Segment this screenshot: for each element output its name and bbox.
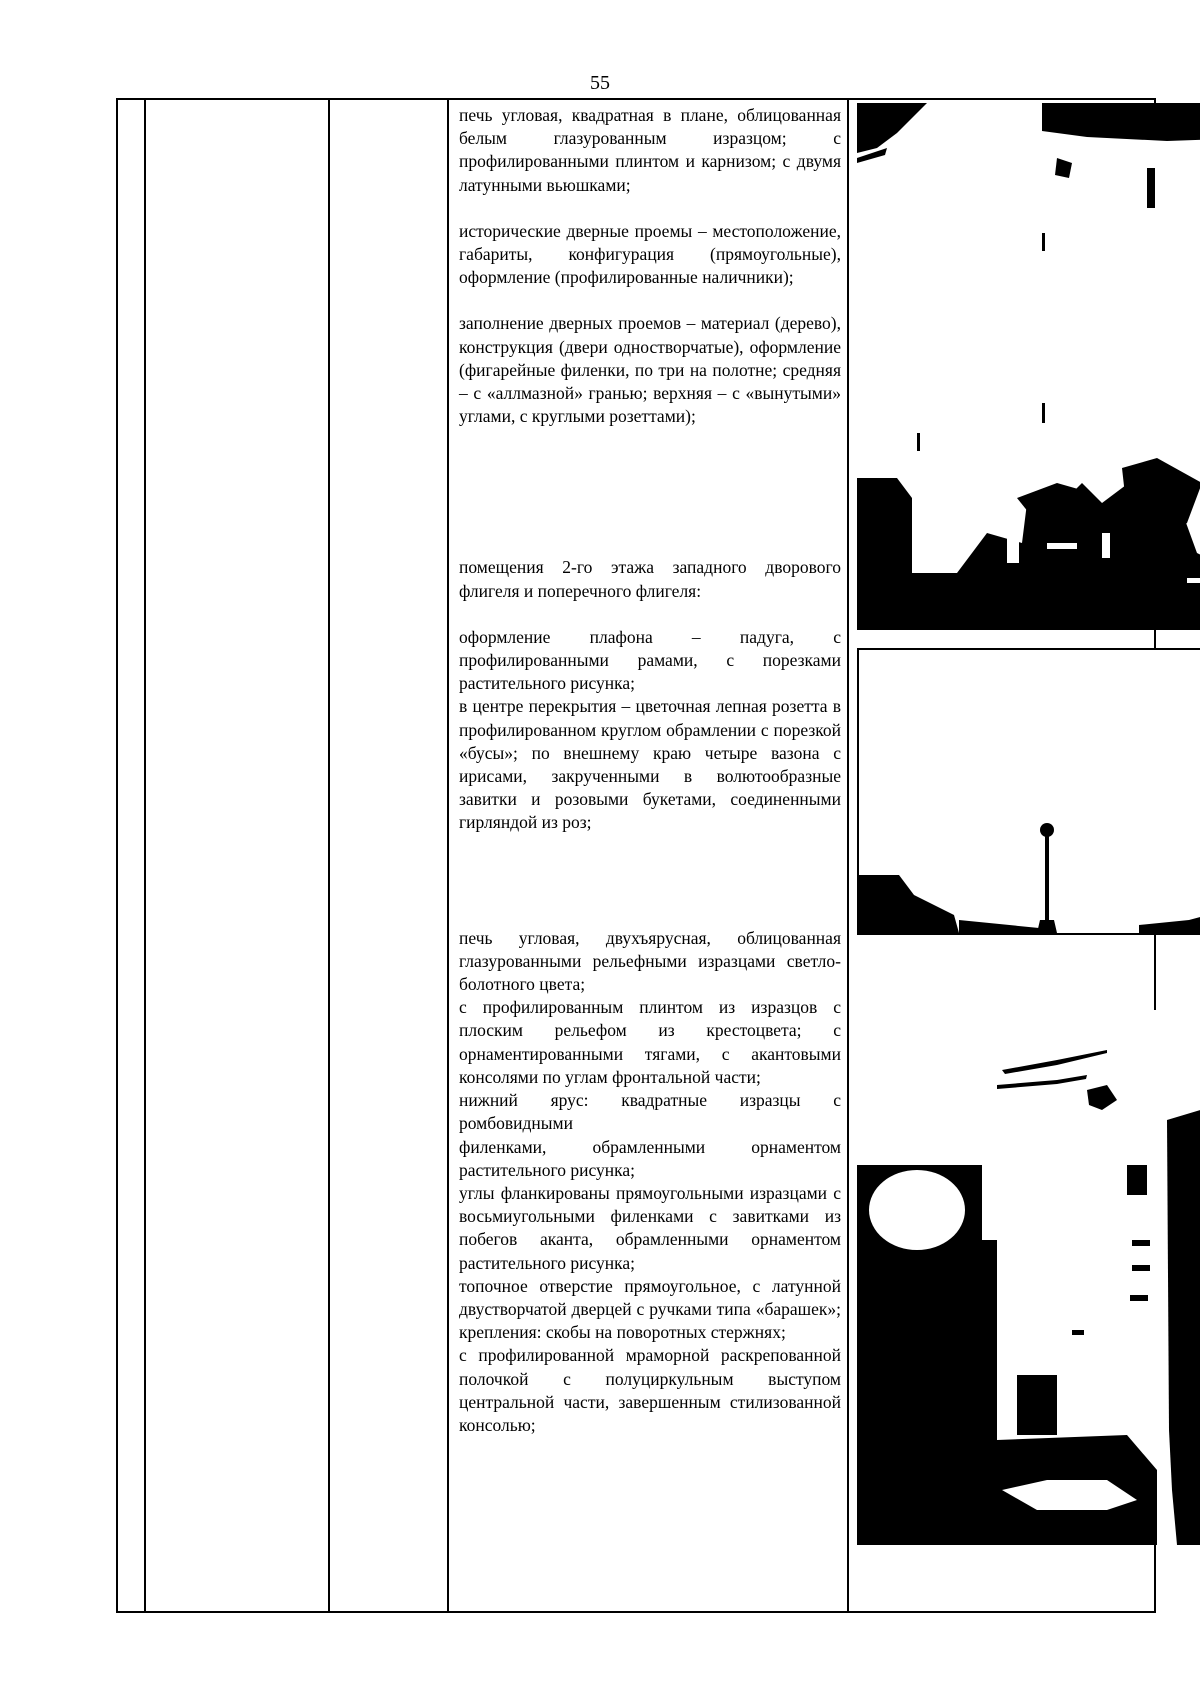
paragraph-stove-white: печь угловая, квадратная в плане, облицованная белым глазурованным изразцом; с профилированными плинтом и карнизом; с двумя латунными вьюшками; <box>459 105 841 195</box>
column-divider-1 <box>144 100 146 1611</box>
paragraph-plinth: с профилированным плинтом из изразцов с плоским рельефом из крестоцвета; с орнаментированными тягами, с акантовыми консолями по углам фронтальной части; <box>459 997 841 1087</box>
paragraph-second-floor-heading: помещения 2-го этажа западного дворового флигеля и поперечного флигеля: <box>459 557 841 601</box>
paragraph-firebox: топочное отверстие прямоугольное, с латунной двустворчатой дверцей с ручками типа «барашек»; крепления: скобы на поворотных стержнях; <box>459 1275 841 1343</box>
paragraph-lower-tier: нижний ярус: квадратные изразцы с ромбовидными <box>459 1090 841 1134</box>
photo-stove-door <box>857 103 1200 630</box>
photo-tiered-stove <box>857 1010 1200 1545</box>
paragraph-door-openings: исторические дверные проемы – местоположение, габариты, конфигурация (прямоугольные), оформление (профилированные наличники); <box>459 220 841 288</box>
paragraph-shelf: с профилированной мраморной раскрепованной полочкой с полуциркульным выступом центральной части, завершенным стилизованной консолью; <box>459 1345 841 1435</box>
column-divider-2 <box>328 100 330 1611</box>
photo-ceiling <box>857 648 1200 935</box>
page-number: 55 <box>590 72 610 94</box>
column-divider-3 <box>447 100 449 1611</box>
paragraph-stove-tiered: печь угловая, двухъярусная, облицованная глазурованными рельефными изразцами светло-болотного цвета; <box>459 927 841 995</box>
paragraph-ceiling-rosette: в центре перекрытия – цветочная лепная розетта в профилированном круглом обрамлении с порезкой «бусы»; по внешнему краю четыре вазона с ирисами, закрученными в волютообразные завитки и розовыми букетами, соединенными гирляндой из роз; <box>459 696 841 833</box>
monument-table <box>116 98 1156 1613</box>
paragraph-panels: филенками, обрамленными орнаментом растительного рисунка; <box>459 1136 841 1180</box>
paragraph-door-fill: заполнение дверных проемов – материал (дерево), конструкция (двери одностворчатые), оформление (фигарейные филенки, по три на полотне; средняя – с «аллмазной» гранью; верхняя – с «вынутыми» углами, с круглыми розеттами); <box>459 313 841 427</box>
paragraph-corners: углы фланкированы прямоугольными изразцами с восьмиугольными филенками с завитками из побегов аканта, обрамленными орнаментом растительного рисунка; <box>459 1182 841 1273</box>
paragraph-ceiling-design: оформление плафона – падуга, с профилированными рамами, с порезками растительного рисунка; <box>459 626 841 694</box>
description-cell <box>459 104 841 1437</box>
column-divider-4 <box>847 100 849 1611</box>
